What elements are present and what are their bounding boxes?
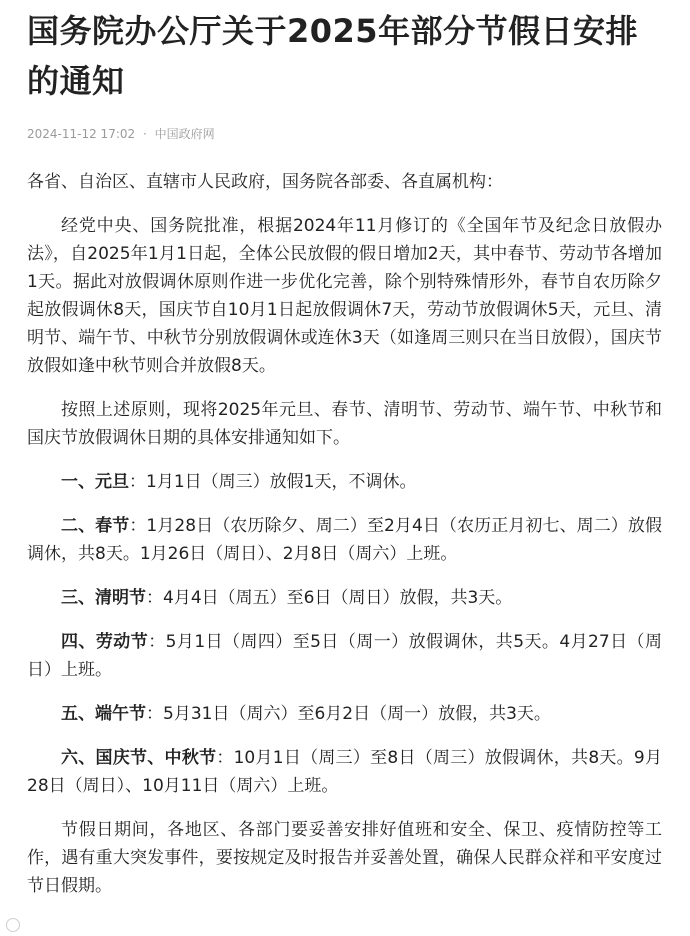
article-body: [27, 168, 662, 900]
holiday-text: ：4月4日（周五）至6日（周日）放假，共3天。: [146, 588, 513, 608]
intro-paragraph: 经党中央、国务院批准，根据2024年11月修订的《全国年节及纪念日放假办法》，自2025年1月1日起，全体公民放假的假日增加2天，其中春节、劳动节各增加1天。据此对放假调休原则作进一步优化完善，除个别特殊情形外，春节自农历除夕起放假调休8天，国庆节自10月1日起放假调休7天，劳动节放假调休5天，元旦、清明节、端午节、中秋节分别放假调休或连休3天（如逢周三则只在当日放假），国庆节放假如逢中秋节则合并放假8天。: [27, 216, 662, 376]
holiday-label: 四、劳动节: [61, 632, 149, 652]
holiday-item: [27, 744, 662, 800]
holiday-text: ：1月1日（周三）放假1天，不调休。: [129, 472, 417, 492]
holiday-item: [27, 700, 662, 728]
holiday-text: ：5月1日（周四）至5日（周一）放假调休，共5天。4月27日（周日）上班。: [27, 632, 662, 680]
holiday-item: [27, 584, 662, 612]
salutation: 各省、自治区、直辖市人民政府，国务院各部委、各直属机构：: [27, 172, 503, 192]
principle-paragraph: 按照上述原则，现将2025年元旦、春节、清明节、劳动节、端午节、中秋节和国庆节放假调休日期的具体安排通知如下。: [27, 400, 662, 448]
holiday-label: 六、国庆节、中秋节: [61, 748, 217, 768]
meta-separator: ·: [142, 127, 147, 141]
holiday-label: 二、春节: [61, 516, 130, 536]
holiday-item: [27, 468, 662, 496]
publish-date: 2024-11-12 17:02: [27, 127, 136, 141]
holiday-text: ：1月28日（农历除夕、周二）至2月4日（农历正月初七、周二）放假调休，共8天。1月26日（周日）、2月8日（周六）上班。: [27, 516, 662, 564]
holiday-text: ：10月1日（周三）至8日（周三）放假调休，共8天。9月28日（周日）、10月11日（周六）上班。: [27, 748, 662, 796]
article-meta: [27, 124, 662, 144]
holiday-text: ：5月31日（周六）至6月2日（周一）放假，共3天。: [146, 704, 551, 724]
watermark-logo-icon: [6, 918, 20, 932]
holiday-item: [27, 512, 662, 568]
closing-paragraph: 节假日期间，各地区、各部门要妥善安排好值班和安全、保卫、疫情防控等工作，遇有重大突发事件，要按规定及时报告并妥善处置，确保人民群众祥和平安度过节日假期。: [27, 820, 662, 896]
watermark: [6, 918, 20, 932]
holiday-label: 一、元旦: [61, 472, 129, 492]
article-title: 国务院办公厅关于2025年部分节假日安排的通知: [27, 12, 639, 100]
holiday-label: 三、清明节: [61, 588, 146, 608]
holiday-label: 五、端午节: [61, 704, 146, 724]
article-source[interactable]: 中国政府网: [154, 127, 215, 141]
holiday-item: [27, 628, 662, 684]
